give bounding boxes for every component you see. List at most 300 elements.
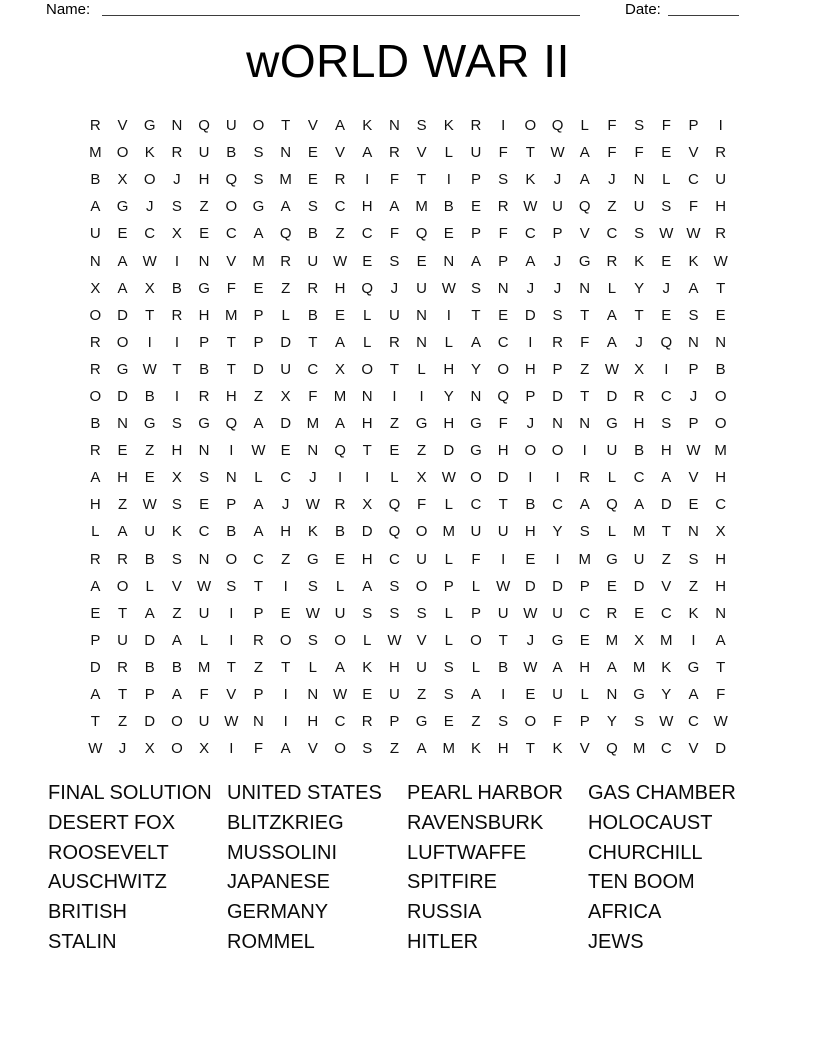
grid-letter: E: [144, 469, 155, 487]
grid-letter: G: [470, 415, 482, 433]
grid-letter: P: [525, 387, 536, 405]
grid-letter: A: [335, 117, 346, 135]
grid-letter: G: [143, 117, 156, 135]
grid-letter: P: [389, 713, 400, 731]
grid-letter: S: [362, 740, 373, 758]
grid-letter: B: [144, 387, 155, 405]
grid-letter: Z: [117, 496, 128, 514]
grid-letter: C: [470, 496, 482, 514]
grid-letter: K: [525, 171, 536, 189]
grid-letter: Z: [335, 225, 345, 243]
grid-letter: T: [580, 306, 590, 324]
grid-letter: N: [715, 604, 727, 622]
word-item: GAS CHAMBER: [588, 782, 736, 804]
grid-letter: F: [498, 225, 508, 243]
grid-letter: K: [362, 117, 373, 135]
word-item: FINAL SOLUTION: [48, 782, 212, 804]
grid-letter: C: [497, 333, 509, 351]
grid-letter: M: [578, 550, 591, 568]
grid-letter: C: [606, 225, 618, 243]
grid-letter: E: [525, 686, 536, 704]
grid-letter: F: [498, 415, 508, 433]
grid-letter: D: [524, 577, 536, 595]
grid-letter: J: [390, 279, 399, 297]
grid-letter: F: [688, 198, 699, 216]
grid-letter: G: [606, 550, 618, 568]
grid-letter: C: [280, 469, 292, 487]
grid-letter: G: [198, 415, 210, 433]
grid-letter: X: [280, 387, 291, 405]
grid-letter: G: [606, 415, 618, 433]
grid-letter: O: [89, 306, 102, 324]
grid-letter: I: [392, 387, 397, 405]
grid-letter: F: [634, 144, 644, 162]
grid-letter: H: [443, 360, 455, 378]
grid-letter: A: [253, 225, 264, 243]
grid-letter: O: [171, 740, 183, 758]
grid-letter: T: [716, 658, 726, 676]
grid-letter: Z: [281, 279, 291, 297]
grid-letter: C: [307, 360, 319, 378]
grid-letter: Y: [606, 713, 617, 731]
grid-letter: T: [580, 387, 590, 405]
grid-letter: A: [470, 333, 481, 351]
word-item: BRITISH: [48, 901, 127, 924]
grid-letter: Q: [660, 333, 673, 351]
grid-letter: N: [579, 279, 591, 297]
word-item: AUSCHWITZ: [48, 871, 167, 894]
grid-letter: R: [198, 387, 210, 405]
grid-letter: S: [688, 550, 699, 568]
grid-letter: S: [443, 658, 454, 676]
grid-letter: T: [226, 333, 236, 351]
grid-letter: C: [388, 550, 400, 568]
page-title: wORLD WAR II: [246, 35, 570, 87]
grid-letter: G: [116, 360, 129, 378]
grid-letter: F: [716, 686, 726, 704]
grid-letter: P: [470, 171, 481, 189]
grid-letter: O: [524, 713, 537, 731]
grid-letter: N: [606, 686, 618, 704]
grid-letter: H: [361, 550, 373, 568]
grid-letter: Y: [661, 686, 672, 704]
grid-letter: J: [145, 198, 154, 216]
grid-letter: E: [253, 279, 264, 297]
grid-letter: A: [389, 198, 400, 216]
grid-letter: K: [171, 523, 182, 541]
grid-letter: Q: [279, 225, 292, 243]
grid-letter: Q: [497, 387, 509, 405]
grid-letter: D: [715, 740, 727, 758]
grid-letter: T: [172, 360, 182, 378]
grid-letter: Z: [199, 198, 209, 216]
grid-letter: H: [715, 198, 727, 216]
word-item: MUSSOLINI: [227, 841, 338, 864]
grid-letter: A: [688, 686, 699, 704]
grid-letter: B: [307, 225, 318, 243]
grid-letter: R: [606, 604, 618, 622]
grid-letter: F: [253, 740, 264, 758]
grid-letter: A: [280, 198, 291, 216]
grid-letter: C: [660, 387, 672, 405]
grid-letter: A: [634, 496, 645, 514]
grid-letter: L: [145, 577, 154, 595]
grid-letter: F: [389, 225, 399, 243]
grid-letter: R: [334, 171, 346, 189]
grid-letter: C: [225, 225, 237, 243]
grid-letter: T: [117, 604, 128, 622]
grid-letter: U: [633, 198, 645, 216]
grid-letter: R: [89, 550, 101, 568]
grid-letter: L: [91, 523, 100, 541]
letter-grid: [82, 112, 735, 762]
grid-letter: S: [389, 252, 400, 270]
grid-letter: Q: [225, 171, 238, 189]
grid-letter: H: [660, 442, 672, 460]
grid-letter: Z: [417, 686, 427, 704]
grid-letter: W: [686, 225, 701, 243]
grid-letter: R: [280, 252, 292, 270]
grid-letter: P: [253, 604, 264, 622]
grid-letter: D: [443, 442, 455, 460]
grid-letter: Q: [578, 198, 591, 216]
grid-letter: U: [334, 604, 346, 622]
grid-letter: T: [90, 713, 100, 731]
word-item: BLITZKRIEG: [227, 811, 344, 834]
grid-letter: U: [633, 550, 645, 568]
grid-letter: B: [171, 658, 182, 676]
grid-letter: O: [225, 198, 238, 216]
grid-letter: A: [579, 144, 590, 162]
grid-letter: K: [144, 144, 155, 162]
grid-letter: Q: [225, 415, 238, 433]
grid-letter: N: [225, 469, 237, 487]
grid-letter: N: [361, 387, 373, 405]
grid-letter: K: [307, 523, 318, 541]
grid-letter: A: [280, 740, 291, 758]
grid-letter: H: [715, 577, 727, 595]
grid-letter: I: [718, 117, 723, 135]
grid-letter: N: [307, 686, 319, 704]
grid-letter: A: [117, 252, 128, 270]
grid-letter: B: [226, 144, 237, 162]
grid-letter: W: [387, 631, 402, 649]
grid-letter: R: [715, 225, 727, 243]
grid-letter: F: [552, 713, 563, 731]
grid-letter: Y: [634, 279, 645, 297]
grid-letter: P: [688, 360, 699, 378]
grid-letter: A: [144, 604, 155, 622]
grid-letter: E: [606, 577, 617, 595]
word-item: JAPANESE: [227, 871, 330, 894]
grid-letter: V: [688, 144, 699, 162]
grid-letter: S: [416, 117, 427, 135]
grid-letter: N: [633, 171, 645, 189]
name-label: Name:: [46, 1, 91, 18]
grid-letter: H: [497, 442, 509, 460]
grid-letter: N: [552, 415, 563, 433]
grid-letter: J: [526, 279, 535, 297]
grid-letter: W: [659, 225, 674, 243]
grid-letter: J: [608, 171, 616, 189]
grid-letter: J: [281, 496, 290, 514]
grid-letter: T: [498, 631, 508, 649]
grid-letter: P: [443, 577, 454, 595]
grid-letter: I: [229, 604, 234, 622]
grid-letter: G: [415, 713, 428, 731]
grid-letter: U: [715, 171, 727, 189]
word-list-column: [227, 779, 407, 958]
grid-letter: S: [171, 415, 182, 433]
grid-letter: W: [686, 442, 701, 460]
grid-letter: Z: [172, 604, 182, 622]
grid-letter: O: [225, 550, 238, 568]
grid-letter: L: [363, 631, 372, 649]
grid-letter: H: [361, 415, 373, 433]
grid-letter: X: [144, 279, 155, 297]
grid-letter: O: [89, 387, 102, 405]
grid-letter: O: [714, 415, 727, 433]
grid-letter: O: [361, 360, 374, 378]
grid-letter: N: [688, 523, 699, 541]
word-item: LUFTWAFFE: [407, 841, 527, 864]
grid-letter: I: [501, 686, 506, 704]
grid-letter: X: [171, 225, 182, 243]
grid-letter: D: [552, 577, 563, 595]
grid-letter: T: [525, 144, 535, 162]
grid-letter: H: [117, 469, 128, 487]
grid-letter: T: [362, 442, 372, 460]
grid-letter: E: [280, 442, 291, 460]
grid-letter: J: [689, 387, 698, 405]
grid-letter: M: [333, 387, 347, 405]
word-item: RAVENSBURK: [407, 811, 544, 834]
grid-letter: F: [417, 496, 427, 514]
word-item: HOLOCAUST: [588, 811, 713, 834]
grid-letter: I: [283, 577, 288, 595]
grid-letter: V: [226, 252, 237, 270]
grid-letter: E: [117, 442, 128, 460]
grid-letter: G: [578, 252, 591, 270]
grid-letter: M: [632, 523, 646, 541]
grid-letter: X: [117, 171, 128, 189]
grid-letter: U: [497, 523, 509, 541]
word-item: RUSSIA: [407, 901, 482, 924]
grid-letter: I: [528, 333, 533, 351]
grid-letter: L: [390, 469, 399, 487]
grid-letter: Z: [607, 198, 617, 216]
grid-letter: U: [280, 360, 292, 378]
grid-letter: L: [471, 658, 481, 676]
grid-letter: R: [606, 252, 618, 270]
grid-letter: N: [198, 550, 210, 568]
grid-letter: X: [199, 740, 210, 758]
grid-letter: U: [198, 713, 210, 731]
grid-letter: Y: [443, 387, 454, 405]
grid-letter: U: [225, 117, 237, 135]
grid-letter: R: [470, 117, 482, 135]
grid-letter: P: [199, 333, 210, 351]
grid-letter: N: [579, 415, 591, 433]
grid-letter: F: [226, 279, 236, 297]
grid-letter: R: [388, 144, 400, 162]
grid-letter: G: [252, 198, 265, 216]
grid-letter: J: [553, 171, 562, 189]
grid-letter: S: [171, 496, 182, 514]
grid-letter: T: [389, 360, 399, 378]
grid-letter: B: [144, 658, 155, 676]
name-underline: [102, 15, 580, 16]
grid-letter: S: [688, 306, 699, 324]
grid-letter: I: [501, 550, 506, 568]
grid-letter: U: [416, 658, 428, 676]
word-item: HITLER: [407, 930, 479, 953]
grid-letter: S: [171, 198, 182, 216]
grid-letter: Z: [281, 550, 291, 568]
grid-letter: V: [416, 144, 427, 162]
grid-letter: B: [90, 171, 101, 189]
grid-letter: E: [634, 604, 645, 622]
grid-letter: V: [688, 469, 699, 487]
grid-letter: G: [198, 279, 210, 297]
grid-letter: L: [199, 631, 209, 649]
grid-letter: D: [144, 631, 156, 649]
grid-letter: S: [470, 279, 481, 297]
grid-letter: R: [89, 333, 101, 351]
grid-letter: M: [660, 631, 673, 649]
grid-letter: S: [498, 171, 509, 189]
grid-letter: M: [442, 740, 456, 758]
grid-letter: P: [552, 360, 563, 378]
grid-letter: L: [580, 117, 589, 135]
grid-letter: A: [171, 631, 182, 649]
grid-letter: S: [307, 577, 318, 595]
grid-letter: I: [147, 333, 152, 351]
grid-letter: P: [579, 577, 590, 595]
grid-letter: R: [497, 198, 509, 216]
grid-letter: K: [470, 740, 481, 758]
grid-letter: F: [607, 117, 617, 135]
grid-letter: V: [307, 117, 318, 135]
header-row: [0, 0, 816, 22]
grid-letter: U: [117, 631, 128, 649]
word-list: [48, 779, 788, 958]
grid-letter: L: [444, 496, 453, 514]
grid-letter: K: [552, 740, 563, 758]
grid-letter: W: [332, 686, 348, 704]
grid-letter: E: [199, 496, 210, 514]
word-item: UNITED STATES: [227, 782, 382, 804]
grid-letter: G: [307, 550, 319, 568]
word-item: GERMANY: [227, 901, 329, 924]
grid-letter: I: [691, 631, 696, 649]
grid-letter: O: [415, 577, 428, 595]
grid-letter: I: [501, 117, 506, 135]
grid-letter: A: [117, 523, 128, 541]
grid-letter: E: [688, 496, 699, 514]
grid-letter: X: [416, 469, 427, 487]
grid-letter: Z: [389, 415, 399, 433]
grid-letter: M: [225, 306, 238, 324]
grid-letter: P: [90, 631, 101, 649]
grid-letter: Z: [253, 387, 264, 405]
grid-letter: A: [688, 279, 699, 297]
grid-letter: D: [144, 713, 156, 731]
grid-letter: D: [280, 333, 292, 351]
grid-letter: N: [171, 117, 183, 135]
grid-letter: A: [606, 306, 617, 324]
grid-letter: N: [470, 387, 482, 405]
grid-letter: D: [117, 387, 128, 405]
grid-letter: Z: [389, 740, 399, 758]
grid-letter: X: [335, 360, 346, 378]
grid-letter: T: [226, 658, 236, 676]
word-item: PEARL HARBOR: [407, 782, 563, 804]
grid-letter: L: [444, 144, 453, 162]
grid-letter: L: [417, 360, 426, 378]
word-item: SPITFIRE: [407, 871, 498, 894]
grid-letter: V: [226, 686, 237, 704]
grid-letter: T: [716, 279, 726, 297]
grid-letter: S: [634, 117, 645, 135]
grid-letter: A: [335, 658, 346, 676]
grid-letter: B: [443, 198, 454, 216]
grid-letter: H: [715, 550, 727, 568]
grid-letter: C: [660, 740, 672, 758]
grid-letter: L: [308, 658, 318, 676]
grid-letter: V: [117, 117, 128, 135]
grid-letter: W: [523, 198, 538, 216]
grid-letter: L: [363, 306, 372, 324]
grid-letter: S: [661, 198, 672, 216]
grid-letter: U: [388, 686, 400, 704]
grid-letter: I: [446, 171, 451, 189]
grid-letter: I: [419, 387, 424, 405]
grid-letter: H: [361, 198, 373, 216]
grid-letter: U: [198, 604, 210, 622]
grid-letter: B: [144, 550, 155, 568]
grid-letter: S: [634, 225, 645, 243]
grid-letter: A: [470, 252, 481, 270]
grid-letter: O: [116, 333, 129, 351]
grid-letter: A: [253, 496, 264, 514]
grid-letter: U: [388, 306, 400, 324]
grid-letter: B: [525, 496, 536, 514]
grid-letter: Q: [388, 496, 401, 514]
grid-letter: I: [528, 469, 533, 487]
word-list-column: [407, 779, 588, 958]
grid-letter: P: [688, 117, 699, 135]
word-list-column: [48, 779, 227, 958]
grid-letter: U: [144, 523, 156, 541]
grid-letter: W: [441, 469, 456, 487]
grid-letter: O: [551, 442, 564, 460]
grid-letter: R: [171, 306, 183, 324]
grid-letter: Z: [117, 713, 128, 731]
grid-letter: K: [362, 658, 373, 676]
grid-letter: G: [116, 198, 129, 216]
grid-letter: L: [607, 469, 617, 487]
grid-letter: A: [525, 252, 536, 270]
grid-letter: C: [253, 550, 264, 568]
grid-letter: A: [416, 740, 427, 758]
grid-letter: B: [498, 658, 509, 676]
grid-letter: P: [144, 686, 155, 704]
grid-letter: S: [552, 306, 563, 324]
grid-letter: L: [607, 523, 617, 541]
grid-letter: W: [88, 740, 103, 758]
grid-letter: U: [470, 144, 482, 162]
